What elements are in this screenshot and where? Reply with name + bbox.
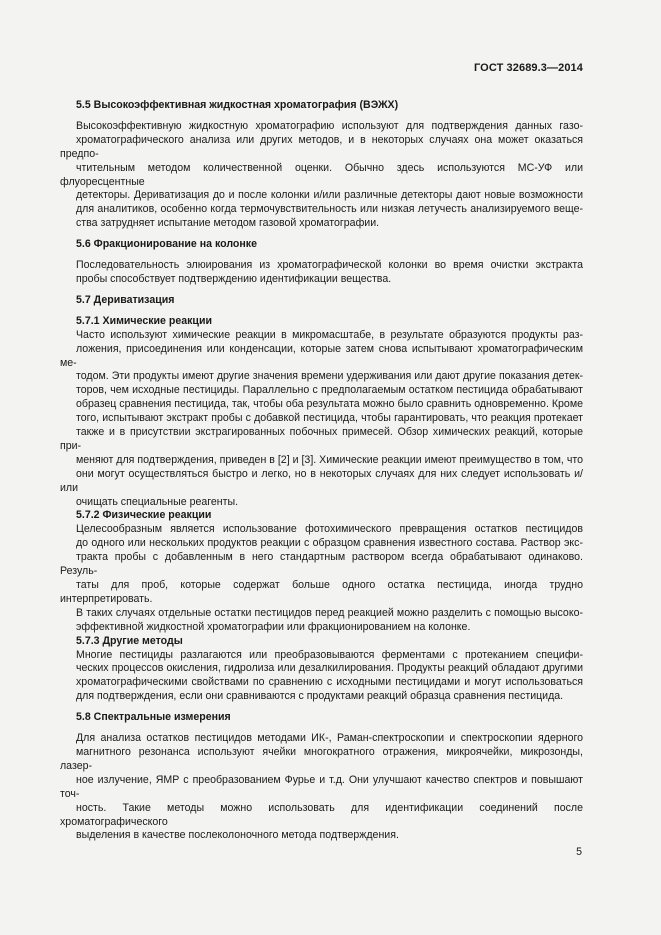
paragraph — [60, 523, 583, 634]
text-line: до одного или нескольких продуктов реакции с образцом сравнения известного состава. Раствор экс- — [76, 537, 583, 550]
section-heading: 5.6 Фракционирование на колонке — [76, 238, 257, 251]
text-line: также и в присутствии экстрагированных побочных примесей. Обзор химических реакций, которые при- — [60, 426, 583, 452]
document-body — [60, 92, 583, 843]
text-line: детекторы. Дериватизация до и после колонки и/или различные детекторы дают новые возможности — [76, 189, 583, 202]
paragraph — [60, 329, 583, 510]
text-line: ное излучение, ЯМР с преобразованием Фурье и т.д. Они улучшают качество спектров и повышают точ- — [60, 773, 583, 800]
text-line: ность. Такие методы можно использовать для идентификации соединений после хроматографического — [60, 801, 583, 828]
text-line: пробы способствует подтверждению идентификации вещества. — [76, 272, 392, 285]
paragraph — [60, 259, 583, 287]
text-line: тодом. Эти продукты имеют другие значения времени удерживания или дают другие показания детек- — [76, 370, 583, 383]
page-number: 5 — [576, 846, 582, 858]
paragraph — [60, 649, 583, 705]
text-line: того, испытывают экстракт пробы с добавкой пестицида, чтобы гарантировать, что реакция протекает — [76, 412, 583, 425]
standard-number: ГОСТ 32689.3—2014 — [473, 62, 583, 74]
text-line: выделения в качестве послеколоночного метода подтверждения. — [76, 829, 399, 842]
section-heading: 5.5 Высокоэффективная жидкостная хроматография (ВЭЖХ) — [76, 99, 399, 111]
section-heading: 5.8 Спектральные измерения — [76, 711, 231, 724]
text-line: они могут осуществляться быстро и легко, но в некоторых случаях для них следует использовать и/или — [60, 467, 583, 494]
text-line: В таких случаях отдельные остатки пестицидов перед реакцией можно разделить с помощью высоко- — [76, 606, 583, 619]
text-line: тракта пробы с добавленным в него стандартным раствором всегда обрабатывают одинаково. Резуль- — [60, 551, 583, 578]
text-line: образец сравнения пестицида, так, чтобы оба результата можно было сравнить одновременно. Кроме — [76, 398, 583, 411]
text-line: магнитного резонанса используют ячейки многократного отражения, микроячейки, микрозонды, лазер- — [60, 745, 583, 772]
text-line: хроматографического анализа или других методов, и в некоторых случаях она может оказаться предпо- — [60, 133, 583, 160]
text-line: ства затрудняет испытание методом газовой хроматографии. — [76, 217, 380, 230]
paragraph — [60, 732, 583, 843]
text-line: Часто используют химические реакции в микромасштабе, в результате образуются продукты раз- — [76, 328, 583, 341]
section-heading: 5.7 Дериватизация — [76, 293, 175, 306]
text-line: для подтверждения, если они сравниваются с продуктами реакций образца сравнения пестицида. — [76, 690, 564, 703]
subsection-heading: 5.7.2 Физические реакции — [76, 509, 212, 522]
text-line: эффективной жидкостной хроматографии или фракционированием на колонке. — [76, 620, 471, 633]
text-line: Для анализа остатков пестицидов методами ИК-, Раман-спектроскопии и спектроскопии ядерного — [76, 732, 583, 745]
text-line: Последовательность элюирования из хроматографической колонки во время очистки экстракта — [76, 259, 583, 272]
text-line: Целесообразным является использование фотохимического превращения остатков пестицидов — [76, 523, 583, 536]
text-line: очищать специальные реагенты. — [76, 495, 239, 508]
text-line: хроматографическими свойствами по сравнению с исходными пестицидами и могут использоваться — [76, 676, 583, 689]
text-line: Высокоэффективную жидкостную хроматографию используют для подтверждения данных газо- — [76, 119, 583, 132]
subsection-heading: 5.7.3 Другие методы — [76, 634, 183, 647]
text-line: Многие пестициды разлагаются или преобразовываются ферментами с протеканием специфи- — [76, 648, 583, 661]
text-line: торов, чем исходные пестициды. Параллельно с предполагаемым остатком пестицида обрабатывают — [76, 384, 583, 397]
paragraph — [60, 120, 583, 231]
text-line: ложения, присоединения или конденсации, которые затем снова испытывают хроматографическим ме- — [60, 342, 583, 369]
text-line: меняют для подтверждения, приведен в [2] и [3]. Химические реакции имеют преимущество в том, что — [76, 453, 583, 466]
text-line: ческих процессов окисления, гидролиза или дезалкилирования. Продукты реакций обладают другими — [76, 662, 583, 675]
subsection-heading: 5.7.1 Химические реакции — [76, 314, 212, 327]
text-line: таты для проб, которые содержат больше одного остатка пестицида, иногда трудно интерпретировать. — [60, 579, 583, 605]
text-line: чтительным методом количественной оценки. Обычно здесь используются МС-УФ или флуоресцентные — [60, 161, 583, 188]
text-line: для аналитиков, особенно когда термочувствительность или низкая летучесть анализируемого веще- — [76, 203, 583, 216]
